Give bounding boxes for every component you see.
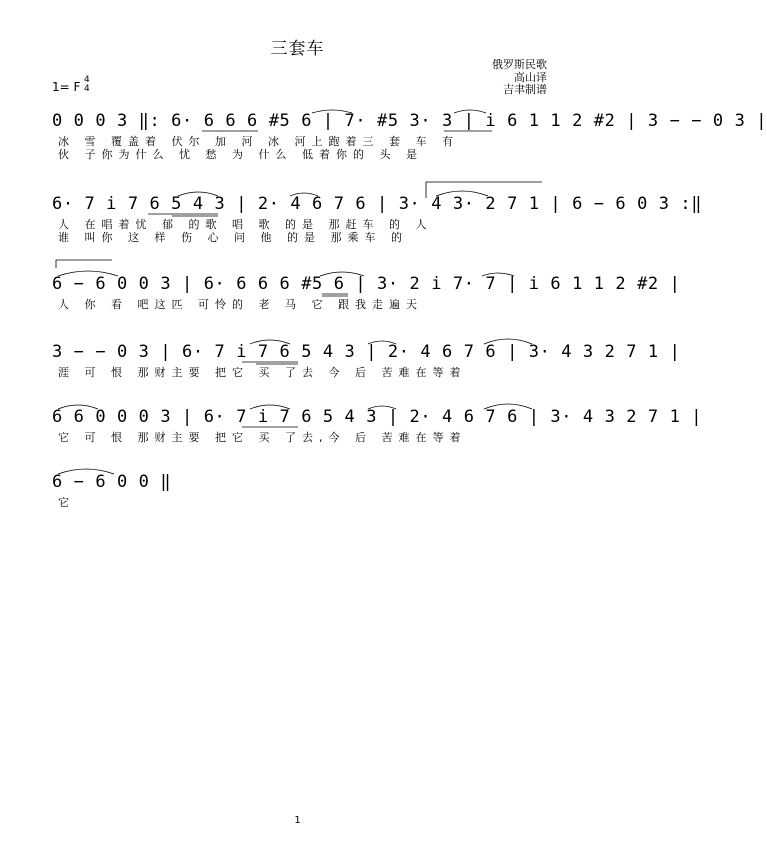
slur-mark bbox=[312, 110, 352, 113]
score-line-6 bbox=[52, 470, 548, 590]
credits bbox=[387, 59, 547, 97]
lyrics-line-3: 人 你 看 吧这匹 可怜的 老 马 它 跟我走遍天 bbox=[58, 298, 423, 311]
page-number: 1 bbox=[294, 815, 301, 826]
notation-marks-line-1 bbox=[52, 109, 767, 133]
score-title: 三套车 bbox=[270, 39, 325, 59]
key-signature: 1= F bbox=[52, 80, 81, 94]
lyrics-line-4: 涯 可 恨 那财主要 把它 买 了去 今 后 苦难在等着 bbox=[58, 366, 467, 379]
time-signature-top: 4 bbox=[84, 75, 90, 85]
lyrics-line-6: 它 bbox=[58, 496, 75, 509]
lyrics-verse-1-line-2: 人 在唱着忧 郁 的歌 唱 歌 的是 那赶车 的 人 bbox=[58, 218, 433, 231]
notes-line-6: 6 − 6 0 0 ‖ bbox=[52, 472, 172, 492]
time-signature-bottom: 4 bbox=[84, 84, 90, 94]
lyrics-verse-2-line-2: 谁 叫你 这 样 伤 心 问 他 的是 那乘车 的 bbox=[58, 231, 408, 244]
notes-line-3: 6 − 6 0 0 3 | 6· 6 6 6 #5 6 | 3· 2 i 7· 7 | i 6 1 1 2 #2 | bbox=[52, 274, 681, 294]
credit-translator: 高山译 bbox=[514, 70, 547, 84]
notes-line-2: 6· 7 i 7 6 5 4 3 | 2· 4 6 7 6 | 3· 4 3· 2 7 1 | 6 − 6 0 3 :‖ bbox=[52, 194, 703, 214]
lyrics-verse-1-line-1: 冰 雪 覆盖着 伏尔 加 河 冰 河上跑着三 套 车 有 bbox=[58, 135, 459, 148]
slur-mark bbox=[454, 110, 486, 113]
credit-transcriber: 吉聿制谱 bbox=[503, 83, 547, 96]
notes-line-4: 3 − − 0 3 | 6· 7 i 7 6 5 4 3 | 2· 4 6 7 6 | 3· 4 3 2 7 1 | bbox=[52, 342, 681, 362]
credit-origin: 俄罗斯民歌 bbox=[492, 58, 547, 71]
notes-line-5: 6 6 0 0 0 3 | 6· 7 i 7 6 5 4 3 | 2· 4 6 7 6 | 3· 4 3 2 7 1 | bbox=[52, 407, 703, 427]
lyrics-verse-2-line-1: 伙 子你为什么 忧 愁 为 什么 低着你的 头 是 bbox=[58, 148, 423, 161]
notes-line-1: 0 0 0 3 ‖: 6· 6 6 6 #5 6 | 7· #5 3· 3 | i 6 1 1 2 #2 | 3 − − 0 3 | bbox=[52, 111, 767, 131]
lyrics-line-5: 它 可 恨 那财主要 把它 买 了去,今 后 苦难在等着 bbox=[58, 431, 467, 444]
time-signature bbox=[84, 76, 90, 94]
